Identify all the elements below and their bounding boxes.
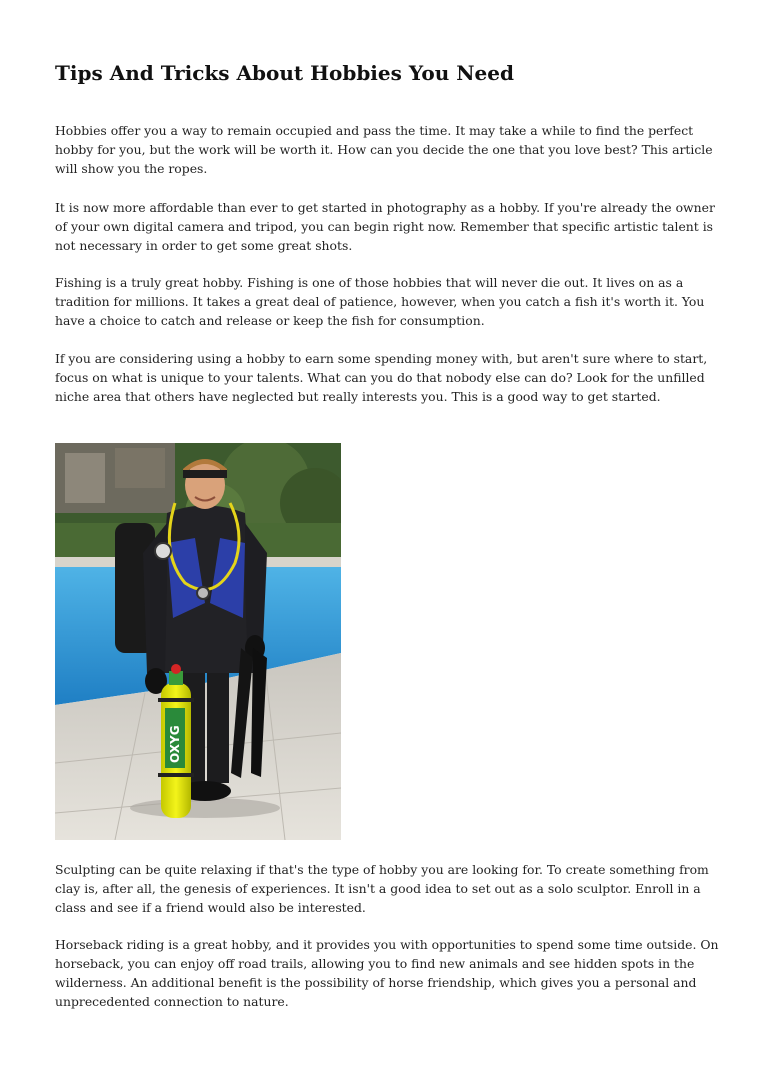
paragraph-fishing: Fishing is a truly great hobby. Fishing is one of those hobbies that will never die out. It lives on as a tradition for millions. It takes a great deal of patience, however, when you catch a fish it's worth it. You have a choice to catch and release or keep the fish for consumption.	[55, 275, 705, 328]
tank-label: OXYG	[168, 725, 182, 763]
paragraph-photography: It is now more affordable than ever to get started in photography as a hobby. If you're already the owner of your own digital camera and tripod, you can begin right now. Remember that specific artistic talent is not necessary in order to get some great shots.	[55, 200, 715, 253]
article-title: Tips And Tricks About Hobbies You Need	[55, 61, 514, 85]
scuba-diver-photo	[55, 443, 341, 840]
paragraph-horseback: Horseback riding is a great hobby, and it provides you with opportunities to spend some time outside. On horseback, you can enjoy off road trails, allowing you to find new animals and see hidden spots in the wilderness. An additional benefit is the possibility of horse friendship, which gives you a personal and unprecedented connection to nature.	[55, 937, 719, 1009]
paragraph-earning: If you are considering using a hobby to earn some spending money with, but aren't sure where to start, focus on what is unique to your talents. What can you do that nobody else can do? Look for the unfilled niche area that others have neglected but really interests you. This is a good way to get started.	[55, 351, 708, 404]
paragraph-sculpting: Sculpting can be quite relaxing if that's the type of hobby you are looking for. To create something from clay is, after all, the genesis of experiences. It isn't a good idea to set out as a solo sculptor. Enroll in a class and see if a friend would also be interested.	[55, 862, 709, 915]
paragraph-intro: Hobbies offer you a way to remain occupied and pass the time. It may take a while to find the perfect hobby for you, but the work will be worth it. How can you decide the one that you love best? This article will show you the ropes.	[55, 123, 713, 176]
